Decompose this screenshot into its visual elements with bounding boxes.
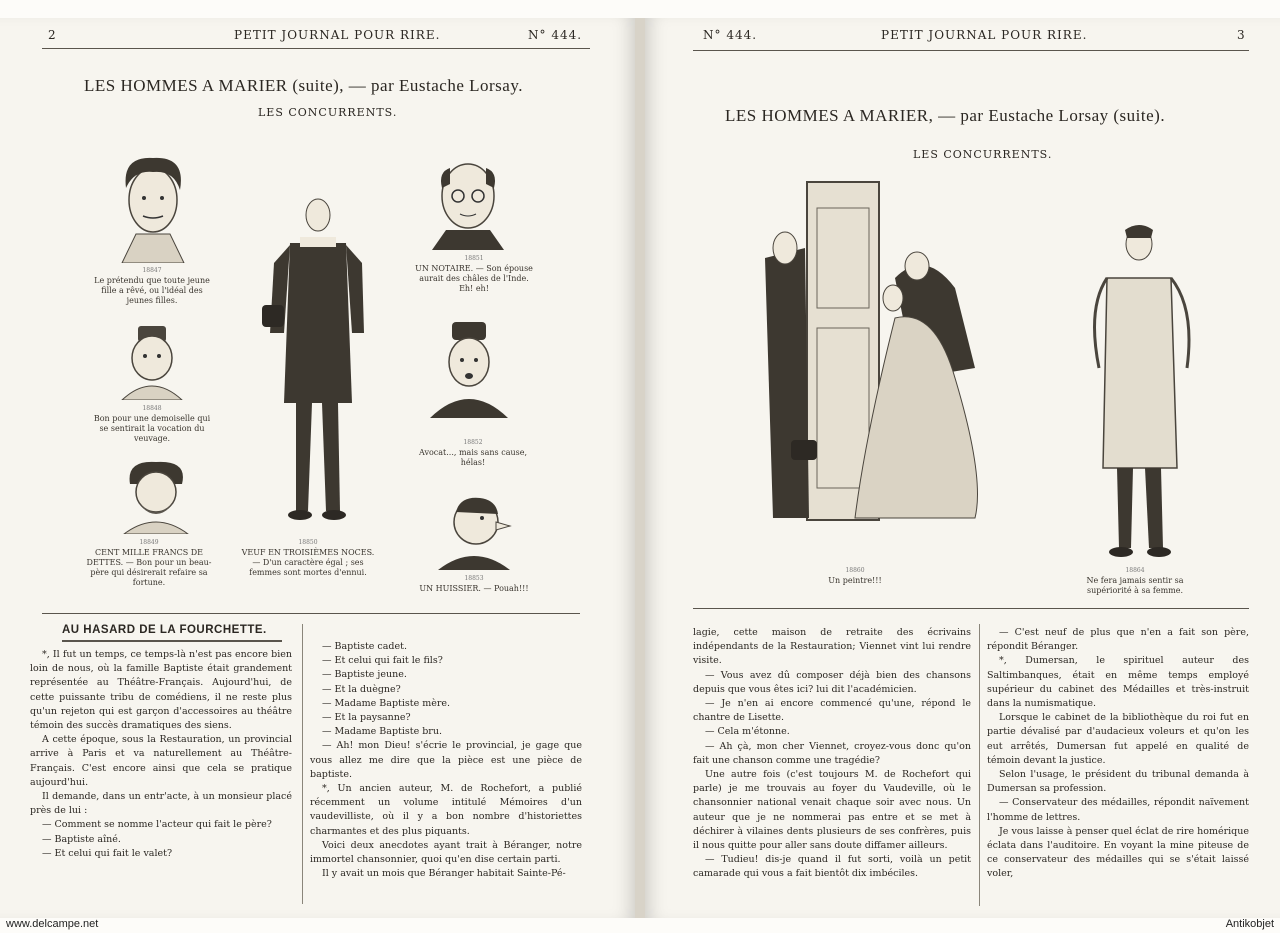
- paragraph: — Baptiste cadet.: [322, 641, 407, 652]
- caption-text: Ne fera jamais sentir sa supériorité à sa femme.: [1086, 576, 1184, 595]
- portrait-illustration-18853: [430, 486, 516, 570]
- caption-18860: [795, 566, 915, 586]
- right-page-number: 3: [1237, 28, 1246, 42]
- paragraph: Selon l'usage, le président du tribunal demanda à Dumersan sa profession.: [987, 769, 1249, 795]
- paragraph: — C'est neuf de plus que n'en a fait son père, répondit Béranger.: [987, 627, 1249, 653]
- portrait-illustration-18851: [420, 150, 516, 250]
- caption-18847: [92, 266, 212, 306]
- paragraph: Voici deux anecdotes ayant trait à Béranger, notre immortel chansonnier, quoi qu'en dise certain parti.: [310, 839, 582, 866]
- caption-18852: [410, 438, 536, 468]
- paragraph: *, Un ancien auteur, M. de Rochefort, a publié récemment un volume intitulé Mémoires d'un vaudevilliste, où il y a bon nombre d'historiettes charmantes et des plus piquants.: [310, 783, 582, 837]
- paragraph: A cette époque, sous la Restauration, un provincial arrive à Paris et va naturellement au Théâtre-Français. C'est encore ainsi que cela se pratique aujourd'hui.: [30, 734, 292, 788]
- paragraph: — Et la paysanne?: [322, 712, 411, 724]
- paragraph: — Madame Baptiste mère.: [322, 697, 451, 709]
- portrait-illustration-18848: [112, 320, 192, 400]
- right-title: LES HOMMES A MARIER, — par Eustache Lorsay (suite).: [725, 106, 1166, 125]
- caption-number: 18848: [142, 405, 162, 412]
- article-heading-rule: [62, 640, 282, 642]
- paragraph: lagie, cette maison de retraite des écrivains indépendants de la Restauration; Viennet vint lui rendre visite.: [693, 627, 971, 667]
- right-issue-number: N° 444.: [703, 28, 758, 42]
- portrait-illustration-18849: [116, 458, 196, 534]
- page-gutter: [635, 18, 645, 918]
- caption-number: 18847: [142, 267, 162, 274]
- caption-text: Avocat..., mais sans cause, hélas!: [419, 448, 527, 467]
- left-page: [0, 18, 635, 918]
- paragraph: Il y avait un mois que Béranger habitait Sainte-Pé-: [322, 868, 566, 880]
- paragraph: Il demande, dans un entr'acte, à un monsieur placé près de lui :: [30, 791, 292, 817]
- paragraph: — Conservateur des médailles, répondit naïvement l'homme de lettres.: [987, 797, 1249, 823]
- paragraph: — Comment se nomme l'acteur qui fait le père?: [42, 819, 272, 831]
- right-text-column-2: [987, 626, 1249, 882]
- caption-number: 18852: [463, 439, 483, 446]
- left-issue-number: N° 444.: [528, 28, 583, 42]
- caption-18851: [414, 254, 534, 294]
- scene-illustration-18860: [745, 178, 985, 558]
- paragraph: Je vous laisse à penser quel éclat de rire homérique éclata dans l'auditoire. En voyant la mine piteuse de ce conservateur des médailles qui se s'était laissé voler,: [987, 825, 1249, 880]
- column-divider: [979, 624, 980, 906]
- paragraph: — Je n'en ai encore commencé qu'une, répond le chantre de Lisette.: [693, 698, 971, 724]
- right-page: [645, 18, 1280, 918]
- paragraph: — Cela m'étonne.: [705, 726, 790, 738]
- paragraph: Une autre fois (c'est toujours M. de Rochefort qui parle) je me trouvais au foyer du Vaudeville, où le chansonnier national venait chaque soir avec nous. Un auteur que je ne nommerai pas entre et se met à déchirer à vilaines dents plusieurs de ses confrères, puis il nous quitte pour aller sans doute diffamer ailleurs.: [693, 769, 971, 852]
- caption-text: UN HUISSIER. — Pouah!!!: [419, 584, 529, 593]
- caption-18864: [1065, 566, 1205, 596]
- paragraph: — Et celui qui fait le fils?: [322, 655, 443, 667]
- column-divider: [302, 624, 303, 904]
- right-running-title: PETIT JOURNAL POUR RIRE.: [881, 28, 1088, 42]
- paragraph: — Baptiste jeune.: [322, 669, 407, 681]
- paragraph: — Et celui qui fait le valet?: [42, 847, 173, 859]
- paragraph: — Madame Baptiste bru.: [322, 726, 442, 738]
- caption-number: 18853: [464, 575, 484, 582]
- caption-number: 18849: [139, 539, 159, 546]
- caption-text: Le prétendu que toute jeune fille a rêvé, ou l'idéal des jeunes filles.: [94, 276, 210, 305]
- caption-number: 18851: [464, 255, 484, 262]
- portrait-illustration-18847: [108, 148, 198, 263]
- portrait-illustration-18852: [424, 318, 514, 418]
- article-heading: AU HASARD DE LA FOURCHETTE.: [62, 624, 267, 636]
- paragraph: *, Il fut un temps, ce temps-là n'est pas encore bien loin de nous, où la famille Baptiste était grandement représentée au Théâtre-Français. Aujourd'hui, de cette puissante tribu de comédiens, il ne reste plus qu'un rejeton qui est garçon d'accessoires au théâtre témoin des succès dramatiques des siens.: [30, 649, 292, 732]
- caption-18853: [404, 574, 544, 594]
- caption-text: CENT MILLE FRANCS DE DETTES. — Bon pour un beau-père qui désirerait refaire sa fortune.: [86, 548, 212, 587]
- left-running-title: PETIT JOURNAL POUR RIRE.: [234, 28, 441, 42]
- paragraph: — Et la duègne?: [322, 683, 401, 695]
- left-header-rule: [42, 48, 590, 49]
- caption-number: 18860: [845, 567, 865, 574]
- right-header-rule: [693, 50, 1249, 51]
- caption-text: Bon pour une demoiselle qui se sentirait la vocation du veuvage.: [93, 414, 211, 443]
- figure-illustration-18850: [260, 193, 370, 533]
- left-section-rule: [42, 613, 580, 614]
- paragraph: Lorsque le cabinet de la bibliothèque du roi fut en partie dévalisé par d'audacieux voleurs et qu'on les eut arrêtés, Dumersan fut appelé en qualité de témoin devant la justice.: [987, 712, 1249, 766]
- caption-text: UN NOTAIRE. — Son épouse aurait des châles de l'Inde. Eh! eh!: [415, 264, 533, 293]
- watermark-antikobjet: Antikobjet: [1225, 918, 1274, 930]
- caption-18850: [238, 538, 378, 578]
- paragraph: — Ah! mon Dieu! s'écrie le provincial, je gage que vous allez me dire que la pièce est une pièce de baptiste.: [310, 740, 582, 780]
- caption-18848: [92, 404, 212, 444]
- right-section-rule: [693, 608, 1249, 609]
- left-subtitle: LES CONCURRENTS.: [258, 106, 398, 119]
- paragraph: — Ah çà, mon cher Viennet, croyez-vous donc qu'on fait une chanson comme une tragédie?: [693, 740, 971, 766]
- paragraph: — Vous avez dû composer déjà bien des chansons depuis que vous êtes ici? lui dit l'académicien.: [693, 669, 971, 695]
- left-title: LES HOMMES A MARIER (suite), — par Eustache Lorsay.: [84, 76, 523, 95]
- left-text-column-2: [310, 640, 582, 881]
- caption-text: VEUF EN TROISIÈMES NOCES. — D'un caractère égal ; ses femmes sont mortes d'ennui.: [241, 548, 375, 577]
- left-page-number: 2: [48, 28, 57, 42]
- paragraph: — Baptiste aîné.: [42, 833, 121, 845]
- caption-number: 18850: [298, 539, 318, 546]
- right-running-header: [645, 28, 1280, 50]
- left-running-header: [0, 28, 635, 50]
- watermark-delcampe: www.delcampe.net: [6, 918, 99, 930]
- caption-number: 18864: [1125, 567, 1145, 574]
- paragraph: — Tudieu! dis-je quand il fut sorti, voilà un petit camarade qui vous a fait bientôt dix imbéciles.: [693, 854, 971, 880]
- caption-text: Un peintre!!!: [828, 576, 882, 585]
- caption-18849: [86, 538, 212, 588]
- figure-illustration-18864: [1077, 218, 1207, 563]
- right-subtitle: LES CONCURRENTS.: [913, 148, 1053, 161]
- paragraph: *, Dumersan, le spirituel auteur des Saltimbanques, était en même temps employé supérieur du cabinet des Médailles et très-instruit dans la numismatique.: [987, 655, 1249, 710]
- right-text-column-1: [693, 626, 971, 882]
- left-text-column-1: [30, 648, 292, 861]
